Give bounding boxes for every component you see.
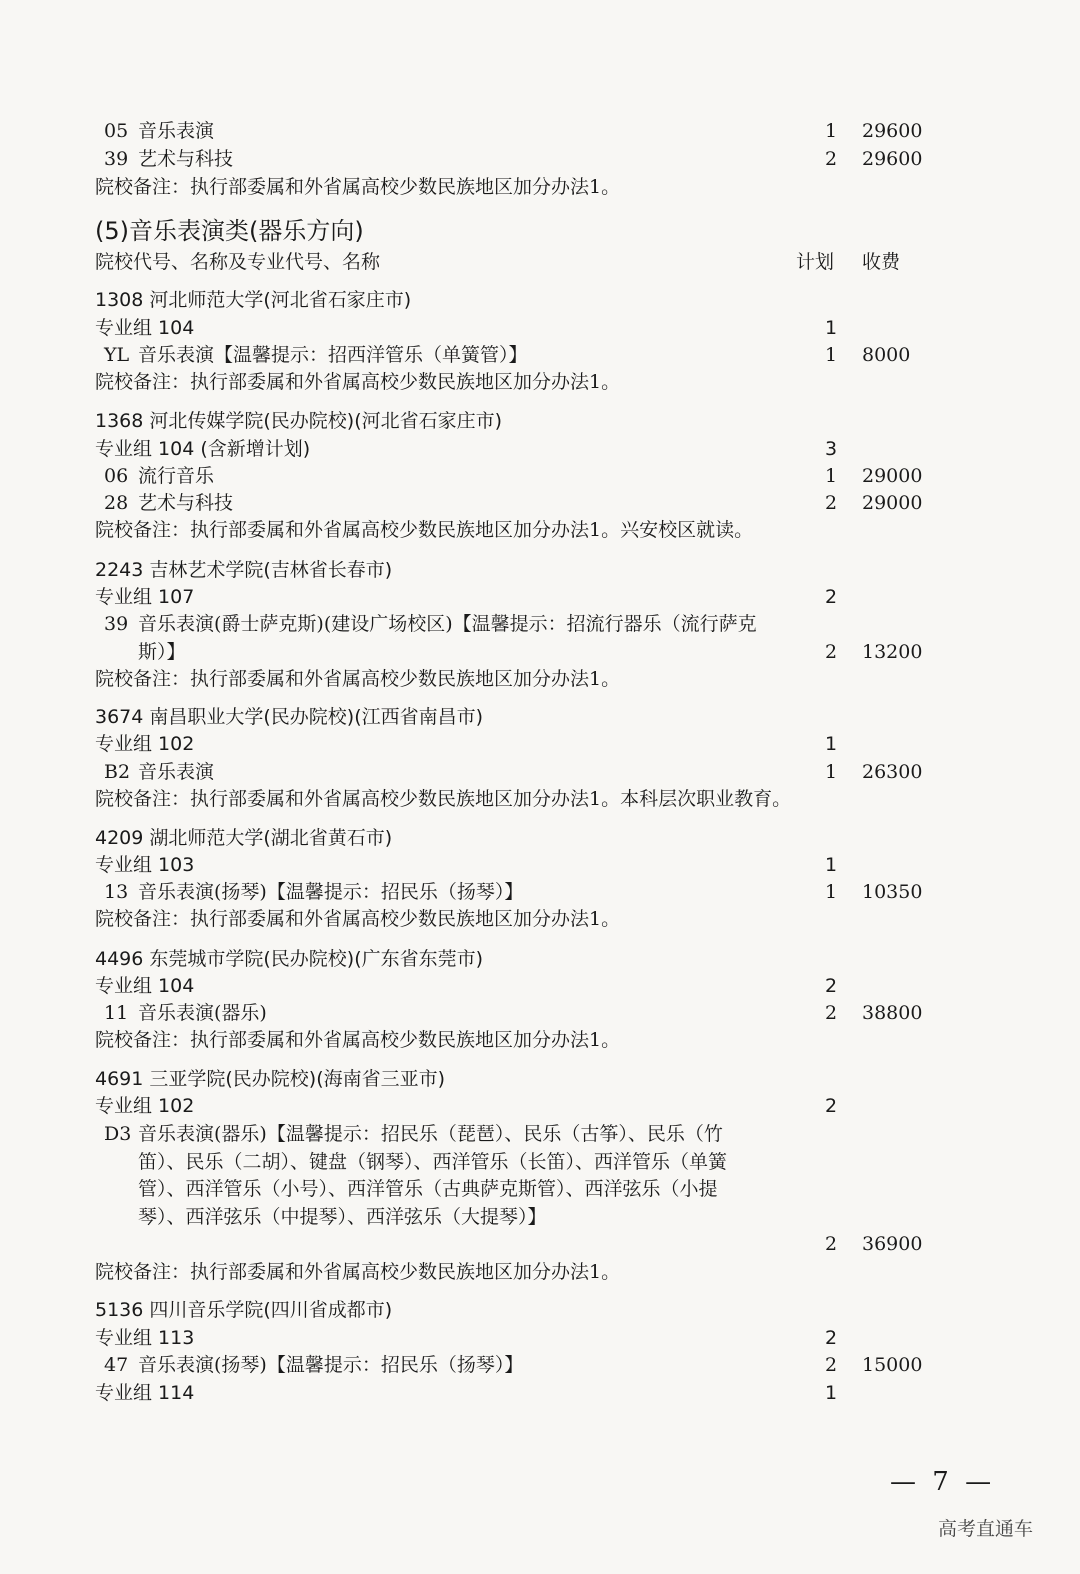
plan-count: 1 <box>824 881 838 903</box>
plan-count: 1 <box>824 465 838 487</box>
major-row <box>0 611 1080 666</box>
plan-count: 1 <box>824 761 838 783</box>
major-name: 音乐表演 <box>138 761 215 783</box>
major-name: 音乐表演(器乐)【温馨提示：招民乐（琵琶）、民乐（古筝）、民乐（竹笛）、民乐（二胡）、键盘（钢琴）、西洋管乐（长笛）、西洋管乐（单簧管）、西洋管乐（小号）、西洋管乐（古典萨克斯管）、西洋弦乐（小提琴）、西洋弦乐（中提琴）、西洋弦乐（大提琴）】 <box>138 1123 728 1228</box>
school-title: 4209 湖北师范大学(湖北省黄石市) <box>95 827 393 849</box>
major-group-row: 专业组 102 2 <box>95 1095 838 1117</box>
fee-amount: 29600 <box>862 120 923 142</box>
fee-amount: 29000 <box>862 492 923 514</box>
school-note: 院校备注：执行部委属和外省属高校少数民族地区加分办法1。 <box>95 371 621 393</box>
school-title: 4691 三亚学院(民办院校)(海南省三亚市) <box>95 1068 446 1090</box>
plan-count: 2 <box>824 148 838 170</box>
school-title: 3674 南昌职业大学(民办院校)(江西省南昌市) <box>95 706 484 728</box>
plan-count: 2 <box>824 1354 838 1376</box>
major-code: 11 <box>104 1002 129 1024</box>
major-group-row: 专业组 113 2 <box>95 1327 838 1349</box>
fee-amount: 13200 <box>862 641 923 663</box>
major-code: D3 <box>104 1123 132 1145</box>
major-group-row: 专业组 102 1 <box>95 733 838 755</box>
fee-amount: 29600 <box>862 148 923 170</box>
plan-count: 1 <box>824 344 838 366</box>
major-code: 28 <box>104 492 129 514</box>
plan-count: 1 <box>824 120 838 142</box>
major-name: 音乐表演(扬琴)【温馨提示：招民乐（扬琴）】 <box>138 881 524 903</box>
school-title: 5136 四川音乐学院(四川省成都市) <box>95 1299 393 1321</box>
major-name: 艺术与科技 <box>138 148 234 170</box>
school-note: 院校备注：执行部委属和外省属高校少数民族地区加分办法1。 <box>95 668 621 690</box>
plan-count: 2 <box>824 1233 838 1255</box>
major-row <box>0 342 1080 369</box>
school-note: 院校备注：执行部委属和外省属高校少数民族地区加分办法1。兴安校区就读。 <box>95 519 754 541</box>
major-group-row: 专业组 114 1 <box>95 1382 838 1404</box>
major-row <box>0 879 1080 906</box>
major-group-row: 专业组 104 1 <box>95 317 838 339</box>
school-title: 1368 河北传媒学院(民办院校)(河北省石家庄市) <box>95 410 503 432</box>
page-number: — 7 — <box>890 1467 996 1497</box>
major-name: 音乐表演(爵士萨克斯)(建设广场校区)【温馨提示：招流行器乐（流行萨克斯）】 <box>138 613 757 663</box>
major-code: 39 <box>104 148 129 170</box>
major-row <box>0 118 1080 145</box>
fee-amount: 26300 <box>862 761 923 783</box>
header-plan: 计划 <box>796 251 835 273</box>
header-label: 院校代号、名称及专业代号、名称 <box>95 251 381 273</box>
major-code: 05 <box>104 120 129 142</box>
major-name: 音乐表演 <box>138 120 215 142</box>
header-fee: 收费 <box>862 251 901 273</box>
major-code: 47 <box>104 1354 129 1376</box>
major-row <box>0 463 1080 490</box>
major-code: YL <box>104 344 130 366</box>
major-group-row: 专业组 104 2 <box>95 975 838 997</box>
school-title: 1308 河北师范大学(河北省石家庄市) <box>95 289 412 311</box>
major-row <box>0 1352 1080 1379</box>
fee-amount: 29000 <box>862 465 923 487</box>
school-note: 院校备注：执行部委属和外省属高校少数民族地区加分办法1。 <box>95 1029 621 1051</box>
plan-count: 2 <box>824 492 838 514</box>
major-code: 13 <box>104 881 129 903</box>
school-note: 院校备注：执行部委属和外省属高校少数民族地区加分办法1。本科层次职业教育。 <box>95 788 792 810</box>
column-header <box>0 249 1080 276</box>
major-row <box>0 1121 1080 1259</box>
major-row <box>0 490 1080 517</box>
plan-count: 2 <box>824 1002 838 1024</box>
major-name: 音乐表演(扬琴)【温馨提示：招民乐（扬琴）】 <box>138 1354 524 1376</box>
fee-amount: 38800 <box>862 1002 923 1024</box>
school-note: 院校备注：执行部委属和外省属高校少数民族地区加分办法1。 <box>95 1261 621 1283</box>
major-name: 音乐表演【温馨提示：招西洋管乐（单簧管）】 <box>138 344 528 366</box>
school-title: 2243 吉林艺术学院(吉林省长春市) <box>95 559 393 581</box>
major-group-row: 专业组 104 (含新增计划) 3 <box>95 438 838 460</box>
fee-amount: 36900 <box>862 1233 923 1255</box>
major-group-row: 专业组 103 1 <box>95 854 838 876</box>
major-name: 流行音乐 <box>138 465 215 487</box>
major-code: 39 <box>104 613 129 635</box>
plan-count: 2 <box>824 641 838 663</box>
fee-amount: 15000 <box>862 1354 923 1376</box>
fee-amount: 8000 <box>862 344 911 366</box>
major-group-row: 专业组 107 2 <box>95 586 838 608</box>
major-code: 06 <box>104 465 129 487</box>
fee-amount: 10350 <box>862 881 923 903</box>
major-row <box>0 759 1080 786</box>
school-title: 4496 东莞城市学院(民办院校)(广东省东莞市) <box>95 948 484 970</box>
major-name: 艺术与科技 <box>138 492 234 514</box>
major-row <box>0 146 1080 173</box>
major-code: B2 <box>104 761 131 783</box>
major-row <box>0 1000 1080 1027</box>
school-note: 院校备注：执行部委属和外省属高校少数民族地区加分办法1。 <box>95 908 621 930</box>
section-title: (5)音乐表演类(器乐方向) <box>95 217 364 245</box>
major-name: 音乐表演(器乐) <box>138 1002 267 1024</box>
watermark: 高考直通车 <box>938 1518 1034 1540</box>
school-note: 院校备注：执行部委属和外省属高校少数民族地区加分办法1。 <box>95 176 621 198</box>
